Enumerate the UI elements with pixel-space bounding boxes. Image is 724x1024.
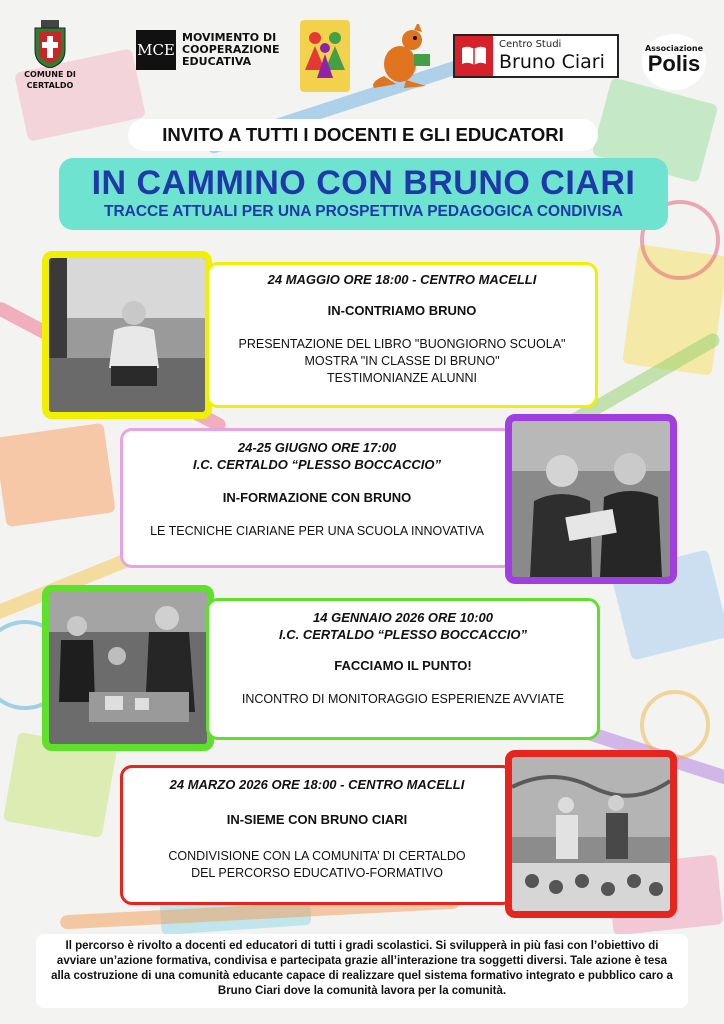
ciari-big-text: Bruno Ciari: [499, 51, 605, 73]
event-card-4: [120, 765, 514, 905]
event-4-photo: [505, 750, 677, 918]
mce-line3: EDUCATIVA: [182, 55, 252, 68]
school-play-photo: [512, 757, 670, 911]
kangaroo-mascot-logo: [370, 24, 440, 90]
footer-description: Il percorso è rivolto a docenti ed educatori di tutti i gradi scolastici. Si svilupperà in più fasi con l’obiettivo di avviare un’azione formativa, condivisa e partecipata grazie all’interazione tra soggetti diversi. Tale azione è tesa alla costruzione di una comunità educante capace di realizzare quel sistema formativo integrato e pubblico caro a Bruno Ciari dove la comunità lavora per la comunità.: [36, 934, 688, 1008]
partner-logos: [0, 18, 724, 98]
event-1-heading: IN-CONTRIAMO BRUNO: [327, 303, 477, 318]
mce-mark: MCE: [136, 30, 176, 70]
event-3-date-line2: I.C. CERTALDO “PLESSO BOCCACCIO”: [279, 627, 527, 642]
event-1-line-2: MOSTRA "IN CLASSE DI BRUNO": [304, 354, 500, 368]
event-3-date-line1: 14 GENNAIO 2026 ORE 10:00: [313, 610, 493, 625]
event-card-1: [206, 262, 598, 408]
event-1-photo: [42, 251, 212, 419]
event-1-date: 24 MAGGIO ORE 18:00 - CENTRO MACELLI: [267, 272, 537, 287]
comune-line2: CERTALDO: [26, 81, 74, 90]
children-reading-photo: [512, 421, 670, 577]
event-2-photo: [505, 414, 677, 584]
comune-certaldo-logo: [22, 20, 78, 90]
event-card-3: [206, 598, 600, 740]
page-subtitle: TRACCE ATTUALI PER UNA PROSPETTIVA PEDAGOGICA CONDIVISA: [104, 203, 623, 220]
event-2-date-line2: I.C. CERTALDO “PLESSO BOCCACCIO”: [193, 457, 441, 472]
event-2-heading: IN-FORMAZIONE CON BRUNO: [222, 490, 412, 505]
event-4-heading: IN-SIEME CON BRUNO CIARI: [226, 812, 408, 827]
title-banner: [59, 158, 668, 230]
ciari-small-text: Centro Studi: [499, 39, 562, 50]
polis-big-text: Polis: [647, 51, 701, 76]
children-figures-icon: [300, 20, 350, 92]
classroom-activity-photo: [49, 592, 207, 744]
invite-banner: INVITO A TUTTI I DOCENTI E GLI EDUCATORI: [128, 119, 598, 151]
crest-icon: [33, 20, 67, 68]
mce-line2: COOPERAZIONE: [182, 43, 280, 56]
book-icon: [455, 36, 493, 76]
comune-line1: COMUNE DI: [24, 70, 76, 79]
kangaroo-icon: [370, 24, 440, 90]
centro-studi-bruno-ciari-logo: [453, 34, 619, 78]
associazione-polis-logo: [642, 34, 706, 90]
event-2-date-line1: 24-25 GIUGNO ORE 17:00: [237, 440, 397, 455]
event-3-line-1: INCONTRO DI MONITORAGGIO ESPERIENZE AVVIATE: [241, 692, 565, 706]
istituto-comprensivo-logo: [300, 20, 350, 92]
event-2-line-1: LE TECNICHE CIARIANE PER UNA SCUOLA INNOVATIVA: [150, 524, 484, 538]
event-4-line-2: DEL PERCORSO EDUCATIVO-FORMATIVO: [191, 866, 443, 880]
event-3-photo: [42, 585, 214, 751]
polis-small-text: Associazione: [644, 44, 704, 53]
mce-logo: [136, 30, 279, 70]
event-card-2: [120, 428, 514, 568]
event-1-line-3: TESTIMONIANZE ALUNNI: [326, 371, 478, 385]
bruno-ciari-portrait: [49, 258, 205, 412]
event-4-line-1: CONDIVISIONE CON LA COMUNITA’ DI CERTALDO: [168, 849, 466, 863]
mce-line1: MOVIMENTO DI: [182, 31, 277, 44]
page-title: IN CAMMINO CON BRUNO CIARI: [91, 164, 636, 202]
event-1-line-1: PRESENTAZIONE DEL LIBRO "BUONGIORNO SCUOLA": [238, 337, 566, 351]
event-3-heading: FACCIAMO IL PUNTO!: [334, 658, 472, 673]
event-4-date: 24 MARZO 2026 ORE 18:00 - CENTRO MACELLI: [169, 777, 465, 792]
